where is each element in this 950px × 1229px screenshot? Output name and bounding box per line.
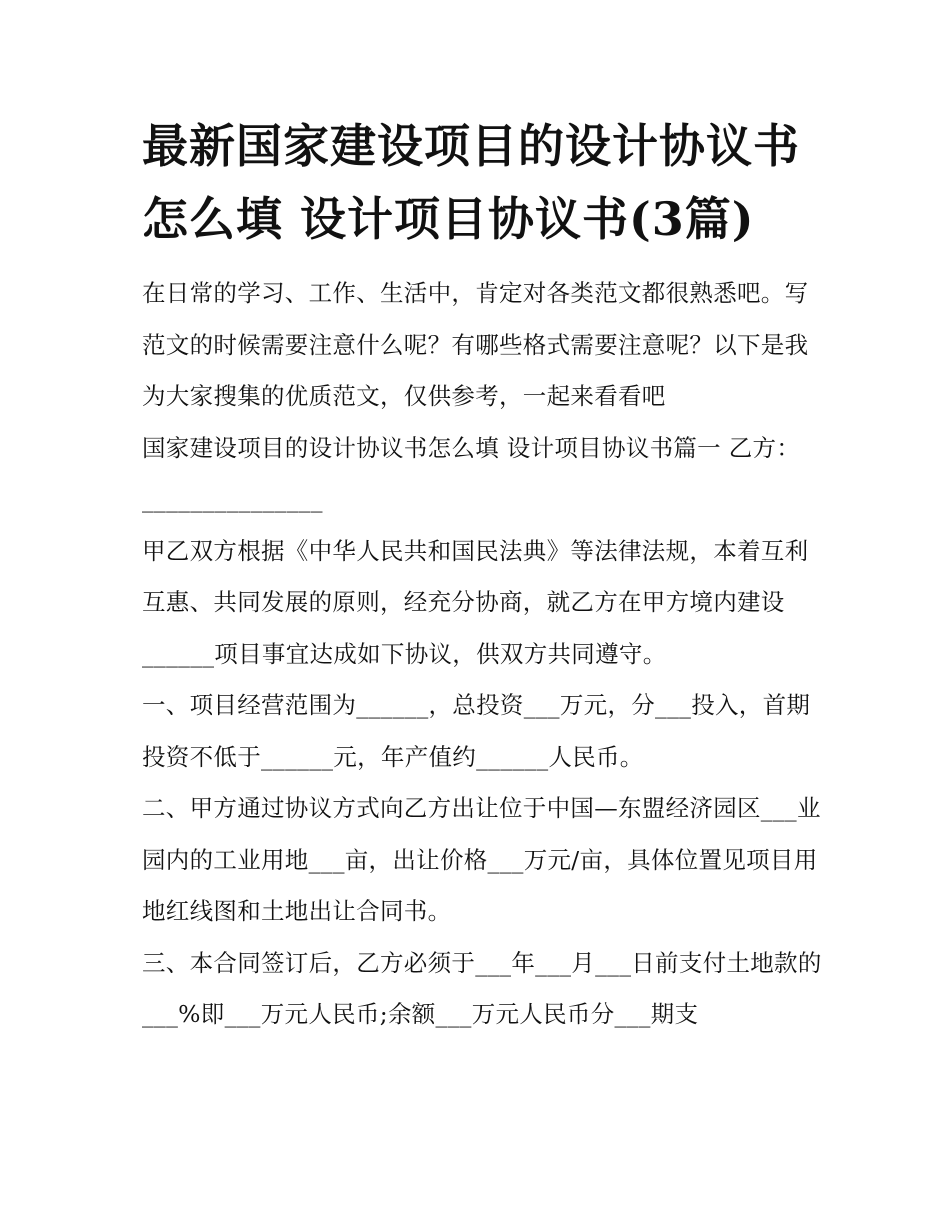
- section-heading-paragraph: 国家建设项目的设计协议书怎么填 设计项目协议书篇一 乙方：_______________: [142, 433, 801, 513]
- document-page: [142, 110, 822, 1041]
- document-title: 最新国家建设项目的设计协议书怎么填 设计项目协议书(3篇): [142, 119, 800, 246]
- clause-1-paragraph: 一、项目经营范围为______，总投资___万元，分___投入，首期投资不低于______元，年产值约______人民币。: [142, 691, 811, 771]
- document-body: [142, 268, 822, 1041]
- clause-3-paragraph: 三、本合同签订后，乙方必须于___年___月___日前支付土地款的___%即___万元人民币;余额___万元人民币分___期支: [142, 948, 822, 1028]
- clause-2-paragraph: 二、甲方通过协议方式向乙方出让位于中国—东盟经济园区___业园内的工业用地___亩，出让价格___万元/亩，具体位置见项目用地红线图和土地出让合同书。: [142, 794, 821, 925]
- intro-paragraph: 在日常的学习、工作、生活中，肯定对各类范文都很熟悉吧。写范文的时候需要注意什么呢？有哪些格式需要注意呢？以下是我为大家搜集的优质范文，仅供参考，一起来看看吧: [142, 279, 809, 410]
- agreement-preamble-paragraph: 甲乙双方根据《中华人民共和国民法典》等法律法规，本着互利互惠、共同发展的原则，经充分协商，就乙方在甲方境内建设______项目事宜达成如下协议，供双方共同遵守。: [142, 536, 809, 668]
